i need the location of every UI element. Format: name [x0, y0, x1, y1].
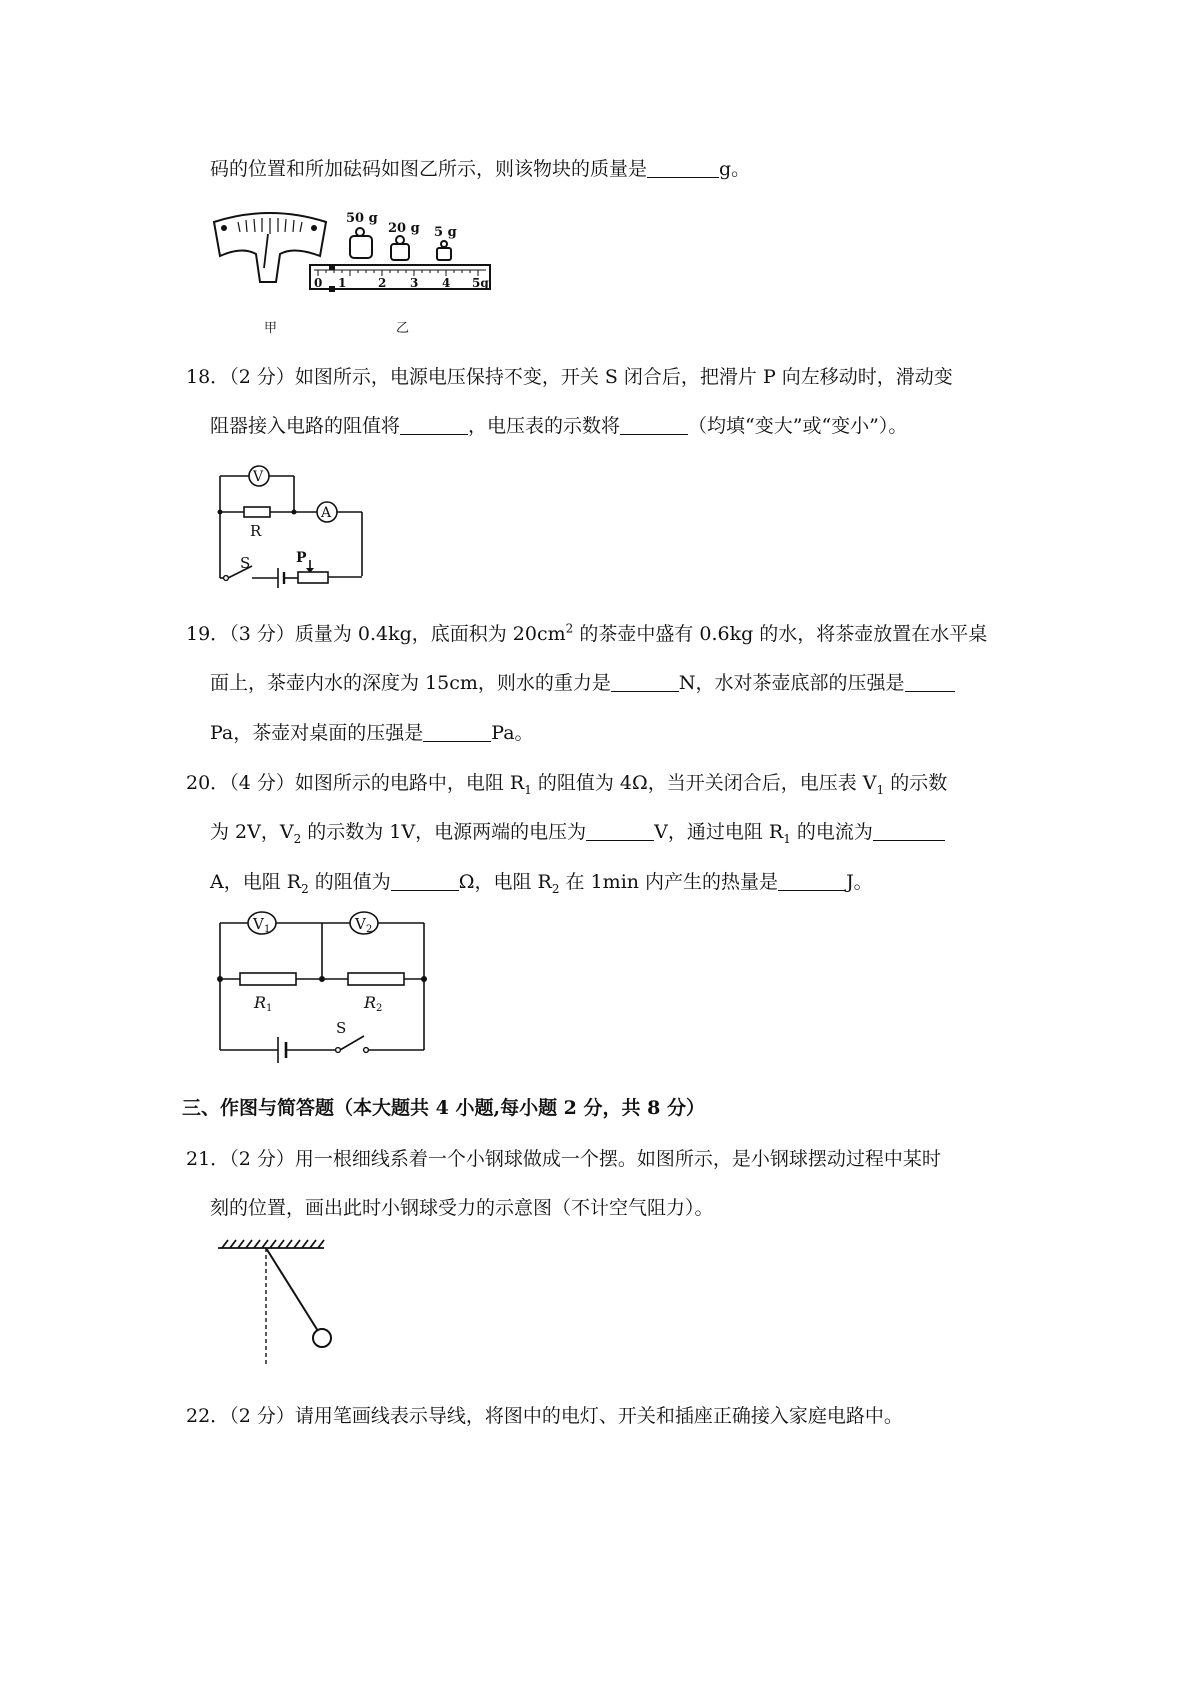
q18-blank-2[interactable]: [620, 414, 688, 435]
q19-text-3a: Pa，茶壶对桌面的压强是: [210, 722, 424, 744]
q20-sub: 1: [524, 782, 532, 797]
q19-line3: [210, 719, 534, 747]
q19-text-1a: 质量为 0.4kg，底面积为 20cm: [294, 623, 566, 645]
q20-sub: 2: [551, 881, 560, 896]
q20-blank-2[interactable]: [873, 820, 945, 841]
q20-text-2a: 为 2V，V: [210, 821, 294, 843]
r2-sub-label: 2: [376, 1003, 383, 1014]
weight-50g-label: 50 g: [346, 211, 378, 226]
q21-pendulum-diagram: [214, 1238, 334, 1368]
q22-text-1: 请用笔画线表示导线，将图中的电灯、开关和插座正确接入家庭电路中。: [294, 1405, 903, 1427]
switch-s-label: S: [240, 554, 251, 572]
weight-5g-label: 5 g: [434, 225, 457, 240]
q18-text-1: 如图所示，电源电压保持不变，开关 S 闭合后，把滑片 P 向左移动时，滑动变: [294, 366, 953, 388]
q18-score: （2 分）: [229, 366, 295, 388]
q20-line3: [210, 868, 873, 896]
q17-text: 码的位置和所加砝码如图乙所示，则该物块的质量是: [210, 158, 648, 180]
ammeter-icon: [317, 502, 337, 522]
q21-line2: 刻的位置，画出此时小钢球受力的示意图（不计空气阻力）。: [210, 1197, 714, 1219]
q22-score: （2 分）: [229, 1405, 295, 1427]
ruler-tick-4: 4: [442, 276, 451, 290]
q18-line2: [210, 412, 907, 440]
q19-blank-1[interactable]: [611, 671, 679, 692]
steel-ball-icon: [313, 1329, 331, 1347]
q20-line1: [186, 769, 947, 797]
q19-superscript: 2: [565, 621, 574, 636]
q22-number: 22．: [186, 1405, 230, 1427]
ruler-tick-5: 5g: [472, 276, 489, 290]
q20-text-3e: J。: [846, 871, 873, 893]
voltmeter-v1-icon: [248, 912, 276, 935]
q18-circuit-diagram: [210, 458, 380, 593]
q20-number: 20．: [186, 772, 230, 794]
q18-text-2c: （均填“变大”或“变小”）。: [688, 415, 908, 437]
q19-number: 19．: [186, 623, 230, 645]
q21-score: （2 分）: [229, 1148, 295, 1170]
ruler-tick-2: 2: [378, 276, 387, 290]
q21-text-1: 用一根细线系着一个小钢球做成一个摆。如图所示，是小钢球摆动过程中某时: [294, 1148, 941, 1170]
v1-sub-label: 1: [264, 924, 271, 935]
q20-text-3c: Ω，电阻 R: [458, 871, 552, 893]
voltmeter-label: V: [253, 469, 264, 485]
q20-blank-4[interactable]: [778, 870, 846, 891]
label-yi: 乙: [396, 321, 410, 336]
voltmeter-icon: [249, 466, 269, 486]
weight-20g-label: 20 g: [388, 221, 420, 236]
q18-blank-1[interactable]: [400, 414, 468, 435]
q20-text-1c: 的示数: [884, 772, 948, 794]
q17-answer-blank[interactable]: [647, 157, 719, 178]
q20-score: （4 分）: [229, 772, 295, 794]
q20-text-3b: 的阻值为: [308, 871, 391, 893]
q20-text-2b: 的示数为 1V，电源两端的电压为: [301, 821, 587, 843]
q20-text-2d: 的电流为: [790, 821, 873, 843]
v2-sub-label: 2: [366, 924, 373, 935]
ruler-tick-3: 3: [410, 276, 419, 290]
v2-label: V: [355, 915, 366, 933]
r2-label: R: [364, 993, 377, 1012]
q19-blank-3[interactable]: [423, 721, 491, 742]
q21-number: 21．: [186, 1148, 230, 1170]
ruler-tick-1: 1: [338, 276, 347, 290]
q17-unit: g。: [719, 158, 751, 180]
q20-text-3d: 在 1min 内产生的热量是: [559, 871, 779, 893]
q20-circuit-diagram: [218, 905, 428, 1060]
q19-text-2a: 面上，茶壶内水的深度为 15cm，则水的重力是: [210, 672, 611, 694]
q20-text-2c: V，通过电阻 R: [654, 821, 784, 843]
q17-tail-line: [210, 155, 750, 183]
resistor-r-label: R: [250, 522, 262, 540]
q20-sub: 1: [783, 831, 791, 846]
q19-blank-2[interactable]: [905, 671, 955, 692]
q19-text-2b: N，水对茶壶底部的压强是: [678, 672, 905, 694]
q20-text-1a: 如图所示的电路中，电阻 R: [294, 772, 525, 794]
q20-blank-3[interactable]: [391, 870, 459, 891]
q18-text-2a: 阻器接入电路的阻值将: [210, 415, 401, 437]
q20-sub: 2: [301, 881, 309, 896]
q20-text-1b: 的阻值为 4Ω，当开关闭合后，电压表 V: [531, 772, 877, 794]
q17-figure: [210, 210, 500, 340]
q21-line1: [186, 1145, 941, 1173]
q19-text-1b: 的茶壶中盛有 0.6kg 的水，将茶壶放置在水平桌: [573, 623, 988, 645]
ammeter-label: A: [321, 505, 332, 521]
q18-line1: [186, 363, 953, 391]
q20-line2: [210, 818, 945, 846]
q22-line1: [186, 1402, 903, 1430]
q19-line1: [186, 620, 987, 648]
r1-sub-label: 1: [266, 1003, 273, 1014]
ruler-tick-0: 0: [314, 276, 323, 290]
r1-label: R: [254, 993, 267, 1012]
q19-line2: [210, 669, 955, 697]
q20-sub: 1: [876, 782, 885, 797]
v1-label: V: [253, 915, 264, 933]
q20-sub: 2: [293, 831, 302, 846]
q20-text-3a: A，电阻 R: [210, 871, 302, 893]
label-jia: 甲: [264, 321, 278, 336]
beam-scale-ruler: [310, 264, 490, 292]
q18-number: 18．: [186, 366, 230, 388]
voltmeter-v2-icon: [350, 912, 378, 935]
q19-score: （3 分）: [229, 623, 295, 645]
switch-s-label: S: [336, 1019, 347, 1037]
q20-blank-1[interactable]: [586, 820, 654, 841]
slider-p-label: P: [296, 550, 307, 566]
section3-title: 三、作图与简答题（本大题共 4 小题,每小题 2 分，共 8 分）: [182, 1097, 705, 1119]
q18-text-2b: ，电压表的示数将: [468, 415, 621, 437]
q19-text-3b: Pa。: [491, 722, 534, 744]
